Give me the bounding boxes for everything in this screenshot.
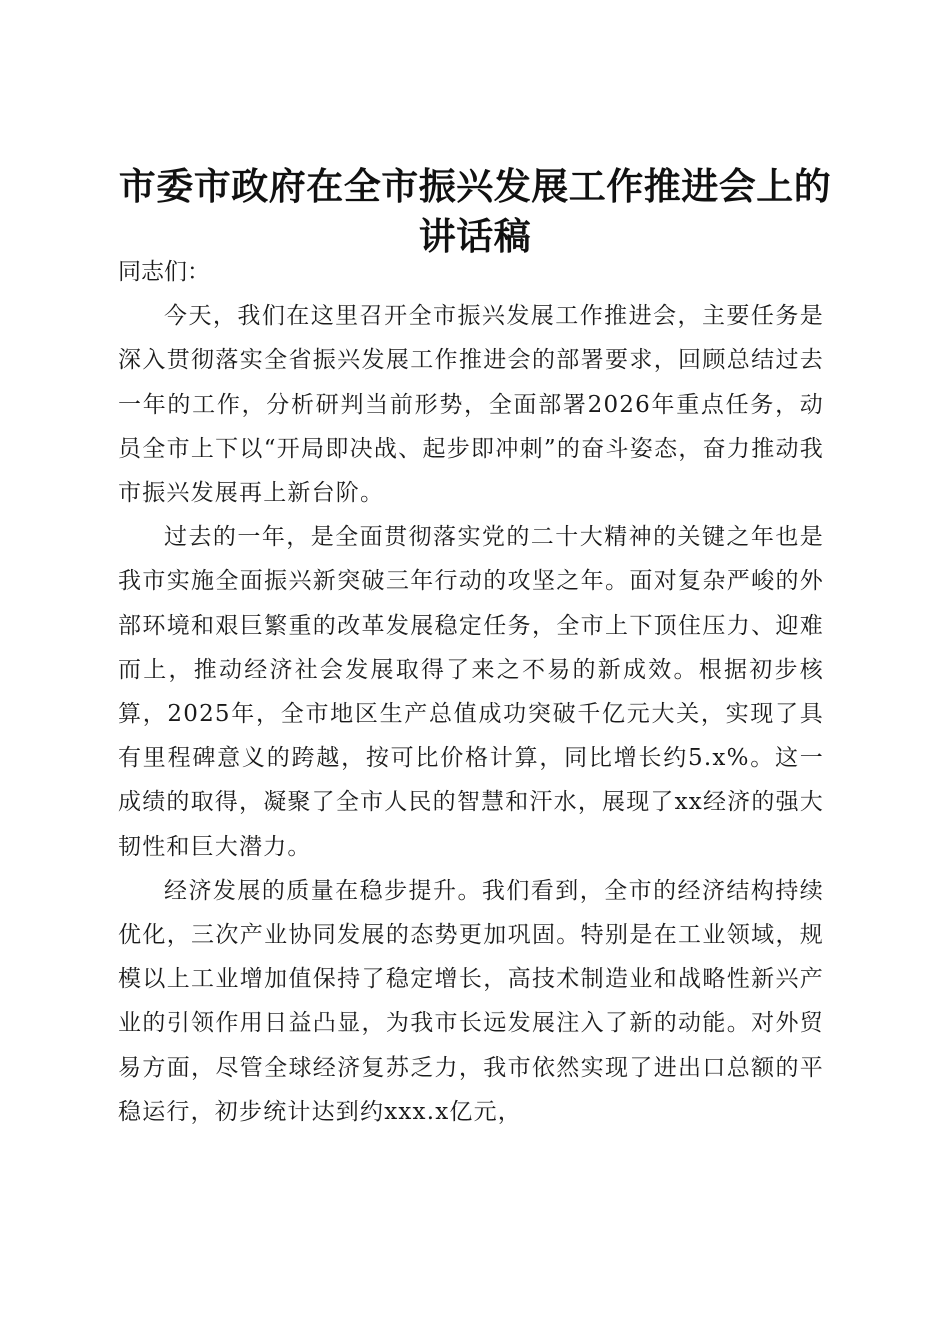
paragraph-past-year-review: 过去的一年，是全面贯彻落实党的二十大精神的关键之年也是我市实施全面振兴新突破三年行动的攻坚之年。面对复杂严峻的外部环境和艰巨繁重的改革发展稳定任务，全市上下顶住压力、迎难而上，推动经济社会发展取得了来之不易的新成效。根据初步核算，2025年，全市地区生产总值成功突破千亿元大关，实现了具有里程碑意义的跨越，按可比价格计算，同比增长约5.x%。这一成绩的取得，凝聚了全市人民的智慧和汗水，展现了xx经济的强大韧性和巨大潜力。 [118,524,824,860]
document-title: 市委市政府在全市振兴发展工作推进会上的讲话稿 [118,163,832,258]
salutation: 同志们： [118,259,210,285]
document-body [118,250,824,1134]
paragraph-economic-quality: 经济发展的质量在稳步提升。我们看到，全市的经济结构持续优化，三次产业协同发展的态势更加巩固。特别是在工业领域，规模以上工业增加值保持了稳定增长，高技术制造业和战略性新兴产业的引领作用日益凸显，为我市长远发展注入了新的动能。对外贸易方面，尽管全球经济复苏乏力，我市依然实现了进出口总额的平稳运行，初步统计达到约xxx.x亿元， [118,877,824,1125]
paragraph-opening: 今天，我们在这里召开全市振兴发展工作推进会，主要任务是深入贯彻落实全省振兴发展工作推进会的部署要求，回顾总结过去一年的工作，分析研判当前形势，全面部署2026年重点任务，动员全市上下以“开局即决战、起步即冲刺”的奋斗姿态，奋力推动我市振兴发展再上新台阶。 [118,303,824,507]
